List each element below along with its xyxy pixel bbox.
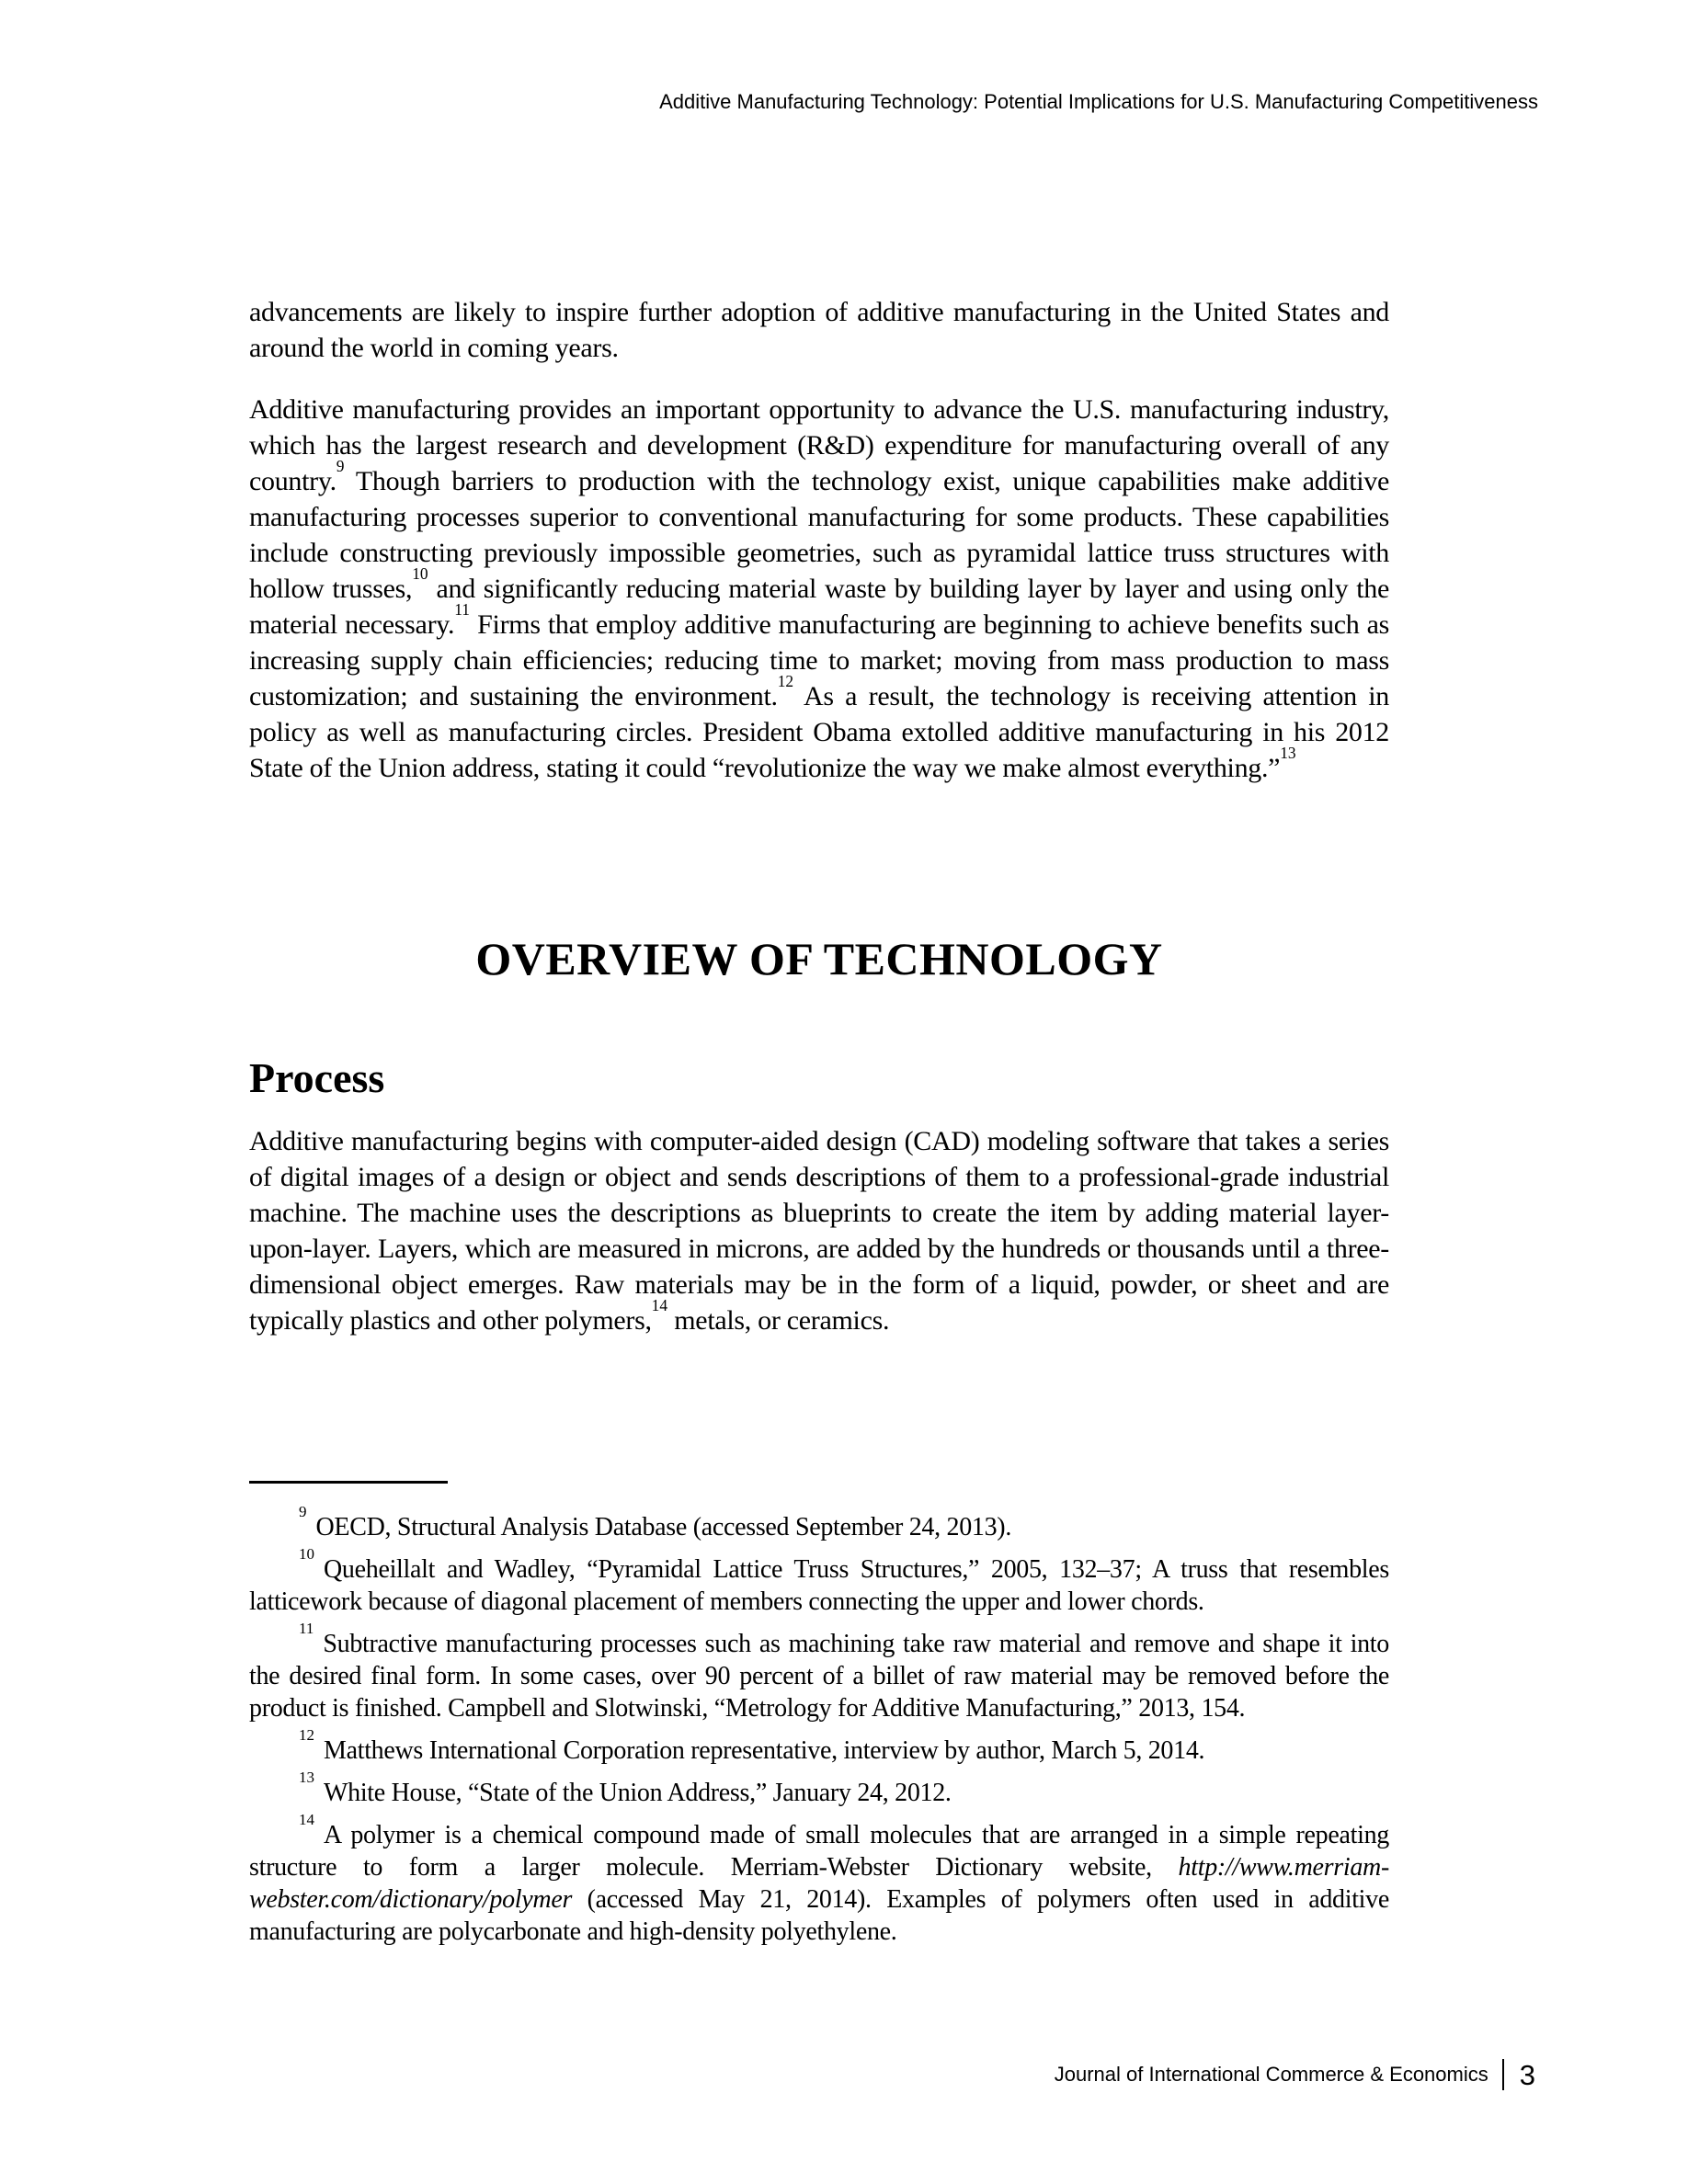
footnote-text: Queheillalt and Wadley, “Pyramidal Lattice Truss Structures,” 2005, 132–37; A truss that resembles latticework because of diagonal placement of members connecting the upper and lower chords. xyxy=(249,1555,1389,1616)
footnotes-section xyxy=(249,1503,1389,1958)
footnote-12 xyxy=(249,1726,1389,1767)
footnote-11 xyxy=(249,1620,1389,1724)
footnote-text: Subtractive manufacturing processes such as machining take raw material and remove and shape it into the desired final form. In some cases, over 90 percent of a billet of raw material may be removed before the product is finished. Campbell and Slotwinski, “Metrology for Additive Manufacturing,” 2013, 154. xyxy=(249,1630,1389,1723)
footnote-text: OECD, Structural Analysis Database (accessed September 24, 2013). xyxy=(315,1513,1012,1541)
footnote-number: 9 xyxy=(299,1503,307,1521)
footnote-10 xyxy=(249,1545,1389,1618)
section-heading-overview-of-technology: OVERVIEW OF TECHNOLOGY xyxy=(475,933,1163,984)
paragraph-opportunity: Additive manufacturing provides an important opportunity to advance the U.S. manufacturing industry, which has the largest research and development (R&D) expenditure for manufacturing overall of any country.$^9$ Though barriers to production with the technology exist, unique capabilities make additive manufacturing processes superior to conventional manufacturing for some products. These capabilities include constructing previously impossible geometries, such as pyramidal lattice truss structures with hollow trusses,$^{10}$ and significantly reducing material waste by building layer by layer and using only the material necessary.$^{11}$ Firms that employ additive manufacturing are beginning to achieve benefits such as increasing supply chain efficiencies; reducing time to market; moving from mass production to mass customization; and sustaining the environment.$^{12}$ As a result, the technology is receiving attention in policy as well as manufacturing circles. President Obama extolled additive manufacturing in his 2012 State of the Union address, stating it could “revolutionize the way we make almost everything.”$^{13}$ xyxy=(249,394,1390,783)
footnote-number: 13 xyxy=(299,1769,314,1787)
footnote-text: Matthews International Corporation representative, interview by author, March 5, 2014. xyxy=(324,1736,1205,1765)
paragraph-process: Additive manufacturing begins with computer-aided design (CAD) modeling software that takes a series of digital images of a design or object and sends descriptions of them to a professional-grade industrial machine. The machine uses the descriptions as blueprints to create the item by adding material layer-upon-layer. Layers, which are measured in microns, are added by the hundreds or thousands until a three-dimensional object emerges. Raw materials may be in the form of a liquid, powder, or sheet and are typically plastics and other polymers,$^{14}$ metals, or ceramics. xyxy=(249,1126,1389,1336)
footnote-text: White House, “State of the Union Address,” January 24, 2012. xyxy=(324,1779,952,1807)
footnote-13 xyxy=(249,1769,1389,1809)
footnote-number: 10 xyxy=(299,1545,314,1564)
footnote-number: 14 xyxy=(299,1811,314,1829)
footnote-9 xyxy=(249,1503,1389,1543)
footnote-separator-rule xyxy=(249,1481,448,1484)
page-number: 3 xyxy=(1519,2058,1535,2091)
paragraph-intro: advancements are likely to inspire further adoption of additive manufacturing in the United States and around the world in coming years. xyxy=(249,297,1389,363)
journal-name: Journal of International Commerce & Economics xyxy=(1054,2063,1488,2086)
running-header: Additive Manufacturing Technology: Potential Implications for U.S. Manufacturing Competitiveness xyxy=(659,90,1538,113)
footnote-number: 12 xyxy=(299,1726,314,1745)
footnote-text: A polymer is a chemical compound made of small molecules that are arranged in a simple repeating structure to form a larger molecule. Merriam-Webster Dictionary website, http://www.merriam-webster.com/dictionary/polymer (accessed May 21, 2014). Examples of polymers often used in additive manufacturing are polycarbonate and high-density polyethylene. xyxy=(249,1821,1389,1946)
footnote-14 xyxy=(249,1811,1389,1948)
subsection-heading-process: Process xyxy=(249,1054,385,1101)
running-footer xyxy=(1055,2059,1535,2090)
footer-pipe-separator xyxy=(1502,2059,1504,2090)
footnote-number: 11 xyxy=(299,1620,314,1638)
